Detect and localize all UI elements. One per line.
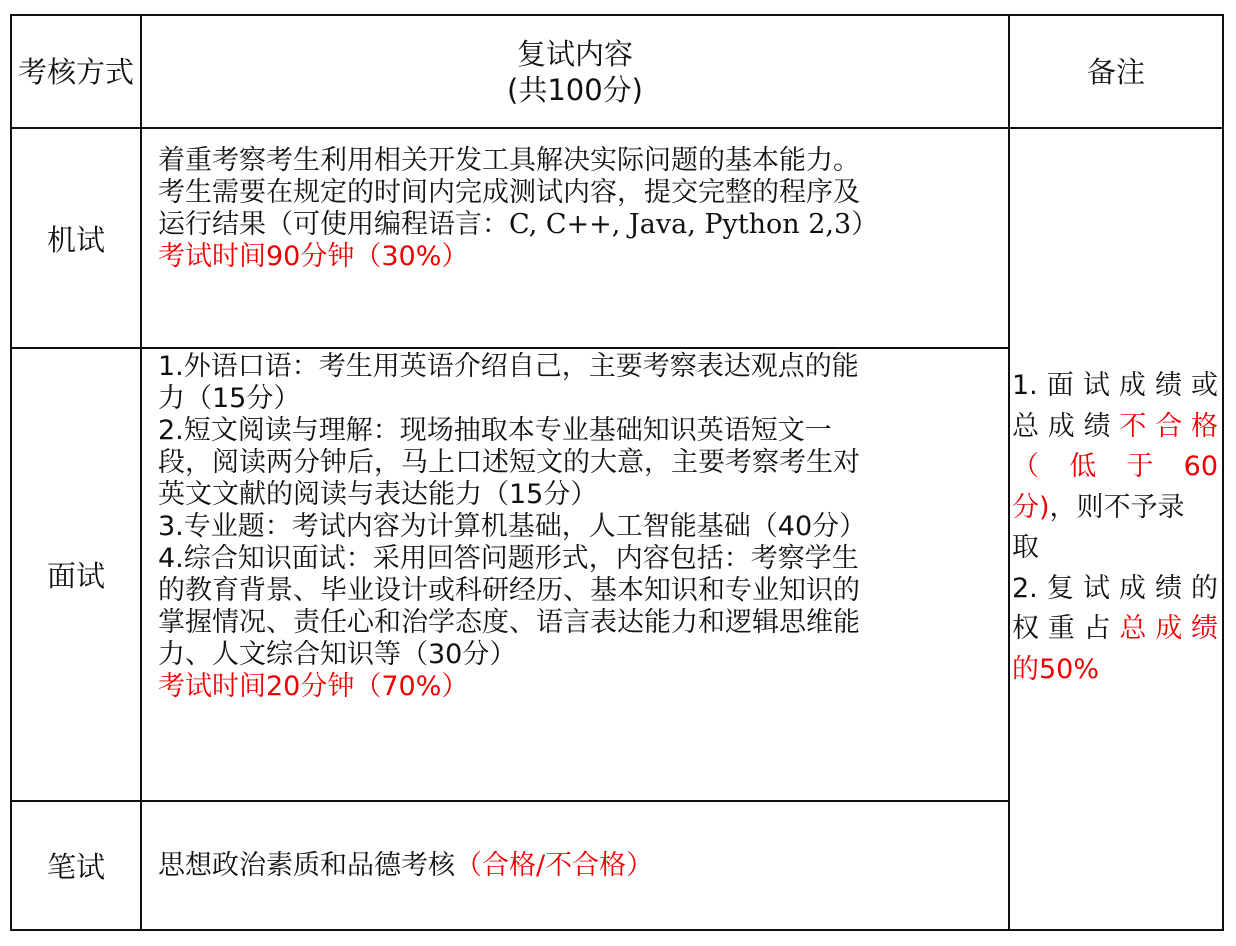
- header-content-title: 复试内容: [516, 36, 633, 71]
- machine-test-label: 机试: [46, 222, 105, 257]
- interview-label: 面试: [46, 559, 105, 593]
- row-label-interview: [12, 349, 140, 800]
- content-line: [158, 850, 653, 882]
- content-line: 4.综合知识面试：采用回答问题形式，内容包括：考察学生: [158, 543, 859, 574]
- row-label-machine-test: [12, 129, 140, 347]
- header-content-total: (共100分): [507, 72, 643, 107]
- exam-time-note: 考试时间20分钟（70%）: [158, 671, 469, 702]
- assessment-table: [10, 14, 1224, 931]
- header-method: [12, 16, 140, 127]
- remark-line: [1012, 609, 1218, 650]
- content-text: 运行结果（可使用编程语言：: [158, 209, 509, 240]
- remark-cell: [1010, 366, 1222, 690]
- content-line: 力（15分）: [158, 383, 301, 414]
- content-text: 思想政治素质和品德考核: [158, 849, 455, 881]
- content-line: 掌握情况、责任心和治学态度、语言表达能力和逻辑思维能: [158, 607, 860, 638]
- row-label-written-test: [12, 802, 140, 929]
- remark-line: （低于60: [1012, 451, 1218, 482]
- header-remark: [1010, 16, 1222, 127]
- content-line: 考生需要在规定的时间内完成测试内容，提交完整的程序及: [158, 177, 860, 208]
- remark-text: 总成绩: [1012, 410, 1120, 442]
- machine-test-content: [142, 145, 1008, 273]
- written-test-label: 笔试: [46, 850, 105, 884]
- remark-highlight: 不合格: [1119, 410, 1219, 442]
- remark-line: 取: [1012, 532, 1039, 563]
- remark-line: 的50%: [1012, 653, 1100, 685]
- remark-line: [1012, 407, 1218, 448]
- remark-highlight: 分): [1012, 491, 1050, 523]
- header-divider: [12, 127, 1222, 129]
- content-text: ）: [851, 209, 879, 240]
- content-line: 1.外语口语：考生用英语介绍自己，主要考察表达观点的能: [158, 351, 859, 382]
- content-line: 着重考察考生利用相关开发工具解决实际问题的基本能力。: [158, 145, 860, 176]
- header-remark-text: 备注: [1086, 54, 1145, 89]
- remark-text: 权重占: [1012, 613, 1120, 644]
- header-content: [142, 16, 1008, 127]
- remark-highlight: 总成绩: [1119, 613, 1219, 644]
- content-line: 英文文献的阅读与表达能力（15分）: [158, 479, 598, 510]
- remark-line: 1.面试成绩或: [1012, 370, 1218, 401]
- programming-languages: C, C++, Java, Python 2,3: [509, 209, 852, 240]
- remark-line: [1012, 488, 1218, 529]
- content-line: 段，阅读两分钟后，马上口述短文的大意，主要考察考生对: [158, 447, 860, 478]
- content-line: 的教育背景、毕业设计或科研经历、基本知识和专业知识的: [158, 575, 860, 606]
- remark-line: 2.复试成绩的: [1012, 572, 1218, 604]
- exam-time-note: 考试时间90分钟（30%）: [158, 241, 469, 272]
- remark-text: ，则不予录: [1049, 491, 1185, 523]
- interview-content: [142, 351, 1008, 703]
- content-line: [158, 209, 998, 241]
- row-divider-1: [12, 347, 1008, 349]
- pass-fail-note: （合格/不合格）: [455, 849, 654, 881]
- content-line: 3.专业题：考试内容为计算机基础，人工智能基础（40分）: [158, 511, 867, 542]
- content-line: 2.短文阅读与理解：现场抽取本专业基础知识英语短文一: [158, 415, 832, 446]
- written-test-content: [142, 802, 1008, 929]
- content-line: 力、人文综合知识等（30分）: [158, 639, 517, 670]
- header-method-text: 考核方式: [17, 54, 134, 89]
